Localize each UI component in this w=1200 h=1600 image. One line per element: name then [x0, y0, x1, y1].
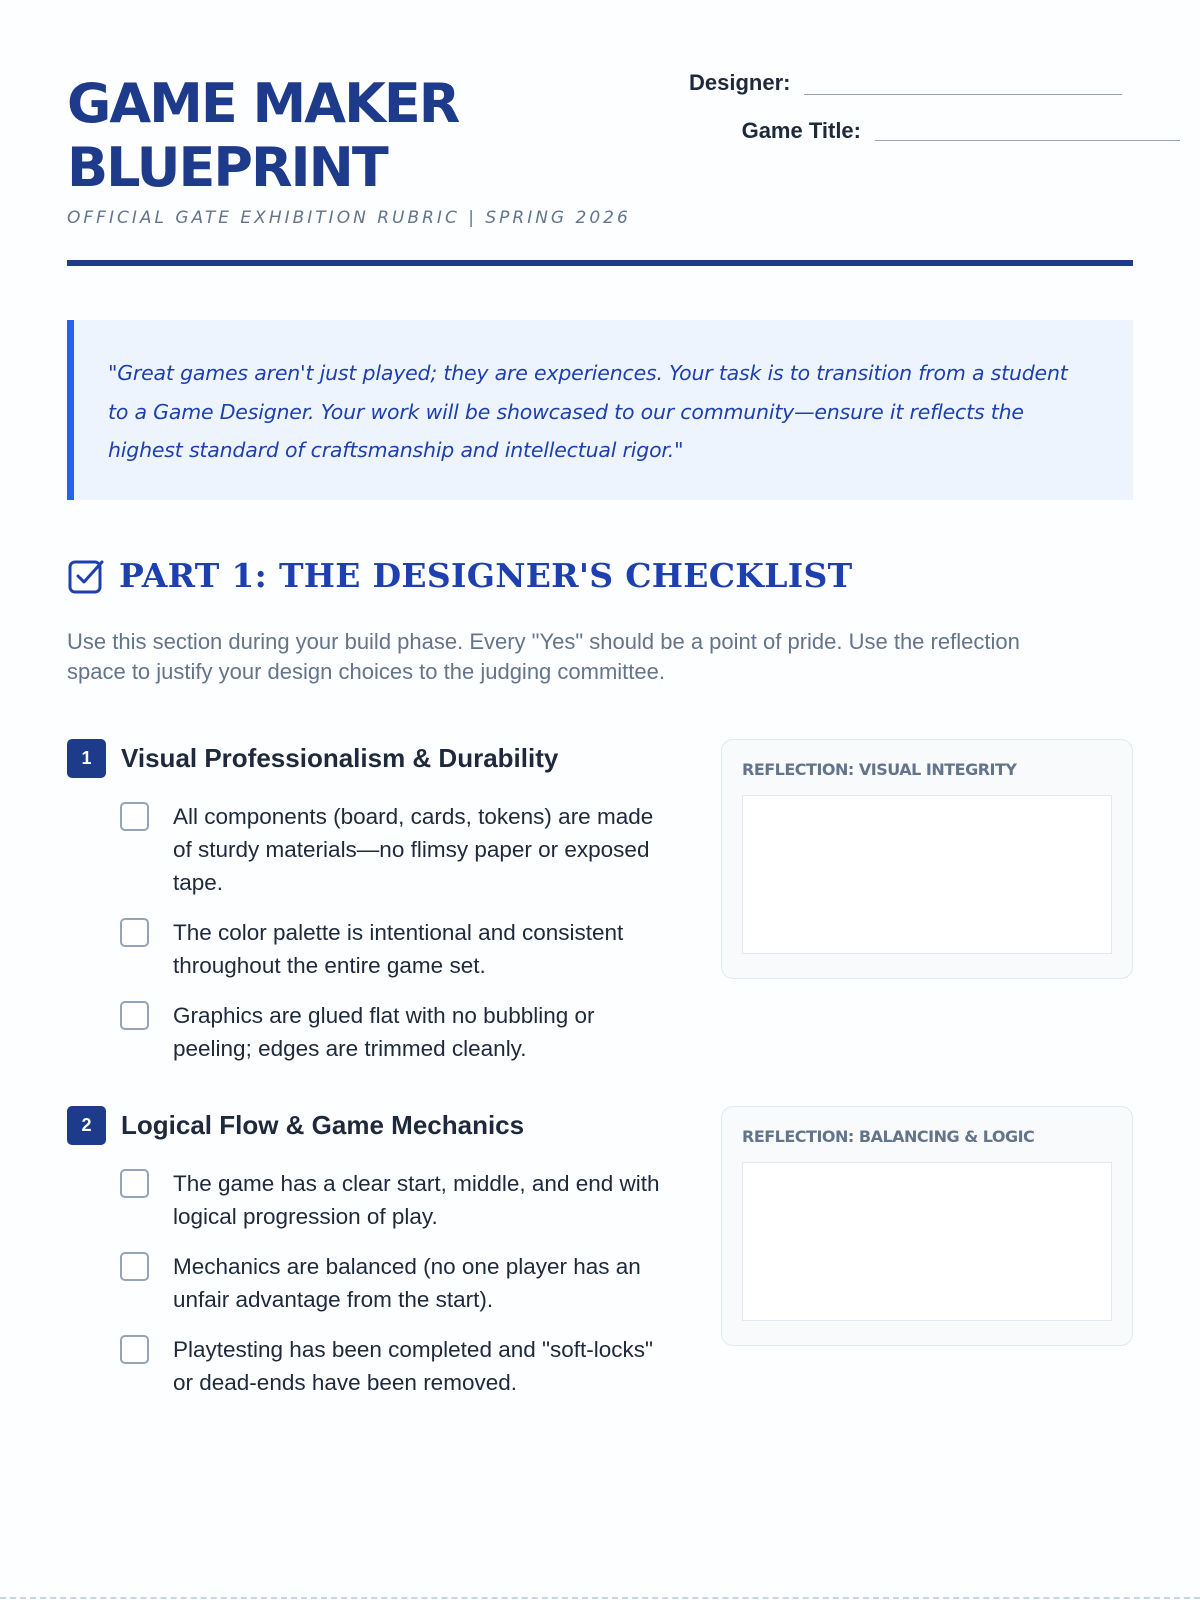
checkbox[interactable] — [120, 802, 149, 831]
checklist-item-text: The color palette is intentional and consistent throughout the entire game set. — [173, 920, 624, 978]
checkbox[interactable] — [120, 918, 149, 947]
checklist — [120, 1167, 665, 1416]
checklist-item-text: All components (board, cards, tokens) are made of sturdy materials—no flimsy paper or exposed tape. — [173, 804, 654, 895]
checkbox[interactable] — [120, 1169, 149, 1198]
checklist-item-text: Graphics are glued flat with no bubbling or peeling; edges are trimmed cleanly. — [173, 1003, 595, 1061]
checklist-item — [120, 999, 665, 1065]
reflection-label: REFLECTION: VISUAL INTEGRITY — [742, 760, 1017, 779]
page-title: GAME MAKER BLUEPRINT — [67, 72, 459, 199]
checklist-item-text: Mechanics are balanced (no one player has an unfair advantage from the start). — [173, 1254, 641, 1312]
checkbox[interactable] — [120, 1001, 149, 1030]
checklist-item — [120, 1167, 665, 1233]
checklist-item-text: The game has a clear start, middle, and end with logical progression of play. — [173, 1171, 660, 1229]
header-divider — [67, 260, 1133, 266]
reflection-card — [721, 739, 1133, 979]
group-title: Visual Professionalism & Durability — [121, 743, 559, 773]
game-title-label: Game Title: — [741, 118, 861, 143]
page-break-divider — [0, 1597, 1200, 1599]
checklist — [120, 800, 665, 1082]
criteria-group-heading — [67, 1106, 524, 1145]
checklist-item — [120, 800, 665, 899]
section-intro: Use this section during your build phase. Every "Yes" should be a point of pride. Use the reflection space to justify your design choices to the judging committee. — [67, 629, 1020, 684]
reflection-label: REFLECTION: BALANCING & LOGIC — [742, 1127, 1035, 1146]
group-title: Logical Flow & Game Mechanics — [121, 1110, 525, 1140]
game-title-input-line[interactable] — [875, 140, 1180, 141]
reflection-input[interactable] — [742, 795, 1112, 954]
game-title-field[interactable] — [721, 114, 1180, 147]
quote-text: "Great games aren't just played; they are experiences. Your task is to transition from a student to a Game Designer. Your work will be showcased to our community—ensure it reflects the highest standard of craftsmanship and intellectual rigor." — [108, 361, 1068, 462]
designer-input-line[interactable] — [804, 94, 1122, 95]
mission-quote — [67, 320, 1133, 500]
reflection-card — [721, 1106, 1133, 1346]
checkbox-icon — [67, 557, 105, 595]
checklist-item — [120, 1333, 665, 1399]
checklist-item — [120, 916, 665, 982]
group-number-badge: 2 — [67, 1106, 106, 1145]
section-heading — [67, 556, 852, 595]
page-subtitle: OFFICIAL GATE EXHIBITION RUBRIC | SPRING 2026 — [67, 208, 631, 228]
checklist-item-text: Playtesting has been completed and "soft-locks" or dead-ends have been removed. — [173, 1337, 653, 1395]
checkbox[interactable] — [120, 1335, 149, 1364]
designer-field[interactable] — [689, 66, 1122, 99]
criteria-group-heading — [67, 739, 558, 778]
reflection-input[interactable] — [742, 1162, 1112, 1321]
checklist-item — [120, 1250, 665, 1316]
section-title: PART 1: THE DESIGNER'S CHECKLIST — [119, 556, 853, 595]
designer-label: Designer: — [689, 70, 791, 95]
checkbox[interactable] — [120, 1252, 149, 1281]
group-number-badge: 1 — [67, 739, 106, 778]
